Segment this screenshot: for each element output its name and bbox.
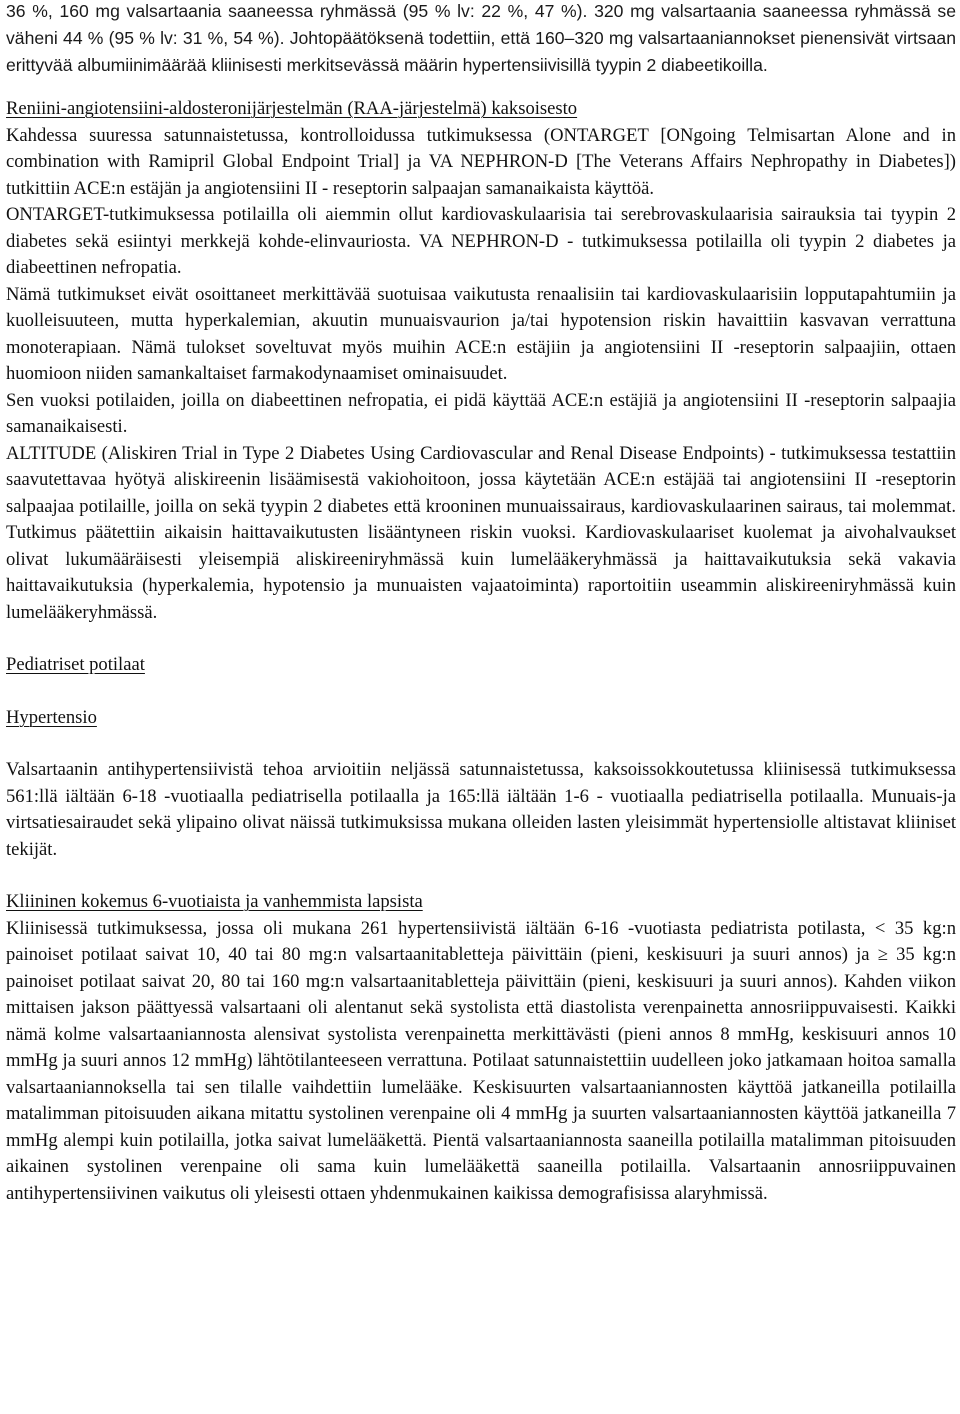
raa-paragraph-4: Sen vuoksi potilaiden, joilla on diabeettinen nefropatia, ei pidä käyttää ACE:n estäjiä ja angiotensiini II -reseptorin salpaajia samanaikaisesti. — [6, 389, 956, 437]
hypertension-subheading: Hypertensio — [6, 706, 97, 728]
spacer — [6, 679, 956, 705]
pediatric-section — [6, 652, 956, 863]
clinical-section — [6, 889, 956, 1207]
pediatric-heading: Pediatriset potilaat — [6, 654, 145, 675]
pediatric-paragraph: Valsartaanin antihypertensiivistä tehoa arvioitiin neljässä satunnaistetussa, kaksoissokkoutetussa kliinisessä tutkimuksessa 561:llä iältään 6-18 -vuotiaalla pediatrisella potilaalla ja 165:llä iältään 1-6 - vuotiaalla pediatrisella potilaalla. Munuais-ja virtsatiesairaudet sekä ylipaino olivat näissä tutkimuksissa mukana olleiden lasten yleisimmät hypertensiolle altistavat kliiniset tekijät. — [6, 759, 956, 860]
raa-heading: Reniini-angiotensiini-aldosteronijärjestelmän (RAA-järjestelmä) kaksoisesto — [6, 98, 578, 119]
clinical-heading: Kliininen kokemus 6-vuotiaista ja vanhemmista lapsista — [6, 891, 423, 912]
clinical-paragraph: Kliinisessä tutkimuksessa, jossa oli mukana 261 hypertensiivistä iältään 6-16 -vuotiasta pediatrista potilasta, < 35 kg:n painoiset potilaat saivat 10, 40 tai 80 mg:n valsartaanitabletteja päivittäin (pieni, keskisuuri ja suuri annos) ja ≥ 35 kg:n painoiset potilaat saivat 20, 80 tai 160 mg:n valsartaanitabletteja päivittäin (pieni, keskisuuri ja suuri annos). Kahden viikon mittaisen jakson päättyessä valsartaani oli alentanut sekä systolista että diastolista verenpainetta annosriippuvaisesti. Kaikki nämä kolme valsartaaniannosta alensivat systolista verenpainetta merkittävästi (pieni annos 8 mmHg, keskisuuri annos 10 mmHg ja suuri annos 12 mmHg) lähtötilanteeseen verrattuna. Potilaat satunnaistettiin uudelleen joko jatkamaan hoitoa samalla valsartaaniannoksella tai sen tilalle vaihdettiin lumelääke. Keskisuurten valsartaaniannosten käyttöä jatkaneilla potilailla matalimman pitoisuuden aikana mitattu systolinen verenpaine oli 4 mmHg ja suurten valsartaaniannosten käyttöä jatkaneilla 7 mmHg alempi kuin potilailla, jotka saivat lumelääkettä. Pientä valsartaaniannosta saaneilla potilailla matalimman pitoisuuden aikainen systolinen verenpaine oli sama kuin lumelääkettä saaneilla potilailla. Valsartaanin annosriippuvainen antihypertensiivinen vaikutus oli yleisesti ottaen yhdenmukainen kaikissa demografisissa alaryhmissä. — [6, 917, 956, 1204]
raa-paragraph-3: Nämä tutkimukset eivät osoittaneet merkittävää suotuisaa vaikutusta renaalisiin tai kardiovaskulaarisiin lopputapahtumiin ja kuolleisuuteen, mutta hyperkalemian, akuutin munuaisvaurion ja/tai hypotension riskin havaittiin kasvavan verrattuna monoterapiaan. Nämä tulokset soveltuvat myös muihin ACE:n estäjiin ja angiotensiini II -reseptorin salpaajiin, ottaen huomioon niiden samankaltaiset farmakodynaamiset ominaisuudet. — [6, 283, 956, 384]
spacer — [6, 626, 956, 652]
document-page — [6, 0, 956, 1207]
raa-paragraph-1: Kahdessa suuressa satunnaistetussa, kontrolloidussa tutkimuksessa (ONTARGET [ONgoing Telmisartan Alone and in combination with Ramipril Global Endpoint Trial] ja VA NEPHRON-D [The Veterans Affairs Nephropathy in Diabetes]) tutkittiin ACE:n estäjän ja angiotensiini II - reseptorin salpaajan samanaikaista käyttöä. — [6, 124, 956, 199]
intro-paragraph: 36 %, 160 mg valsartaania saaneessa ryhmässä (95 % lv: 22 %, 47 %). 320 mg valsartaania saaneessa ryhmässä se väheni 44 % (95 % lv: 31 %, 54 %). Johtopäätöksenä todettiin, että 160–320 mg valsartaaniannokset pienensivät virtsaan erittyvää albumiinimäärää kliinisesti merkitsevässä määrin hypertensiivisillä tyypin 2 diabeetikoilla. — [6, 1, 956, 75]
spacer — [6, 79, 956, 97]
spacer — [6, 863, 956, 889]
raa-paragraph-2: ONTARGET-tutkimuksessa potilailla oli aiemmin ollut kardiovaskulaarisia tai serebrovaskulaarisia sairauksia tai tyypin 2 diabetes sekä esiintyi merkkejä kohde-elinvauriosta. VA NEPHRON-D - tutkimuksessa potilailla oli tyypin 2 diabetes ja diabeettinen nefropatia. — [6, 204, 956, 278]
raa-section — [6, 96, 956, 626]
spacer — [6, 731, 956, 757]
raa-paragraph-5: ALTITUDE (Aliskiren Trial in Type 2 Diabetes Using Cardiovascular and Renal Disease Endpoints) - tutkimuksessa testattiin saavutettavaa hyötyä aliskireenin lisäämisestä vakiohoitoon, jossa käytetään ACE:n estäjää tai angiotensiini II -reseptorin salpaajaa potilaille, joilla on sekä tyypin 2 diabetes että krooninen munuaissairaus, kardiovaskulaarinen sairaus, tai molemmat. Tutkimus päätettiin aikaisin haittavaikutusten lisääntyneen riskin vuoksi. Kardiovaskulaariset kuolemat ja aivohalvaukset olivat lukumääräisesti yleisempiä aliskireeniryhmässä kuin lumelääkeryhmässä ja haittavaikutuksia sekä vakavia haittavaikutuksia (hyperkalemia, hypotensio ja munuaisten vajaatoiminta) raportoitiin useammin aliskireeniryhmässä kuin lumelääkeryhmässä. — [6, 442, 956, 623]
